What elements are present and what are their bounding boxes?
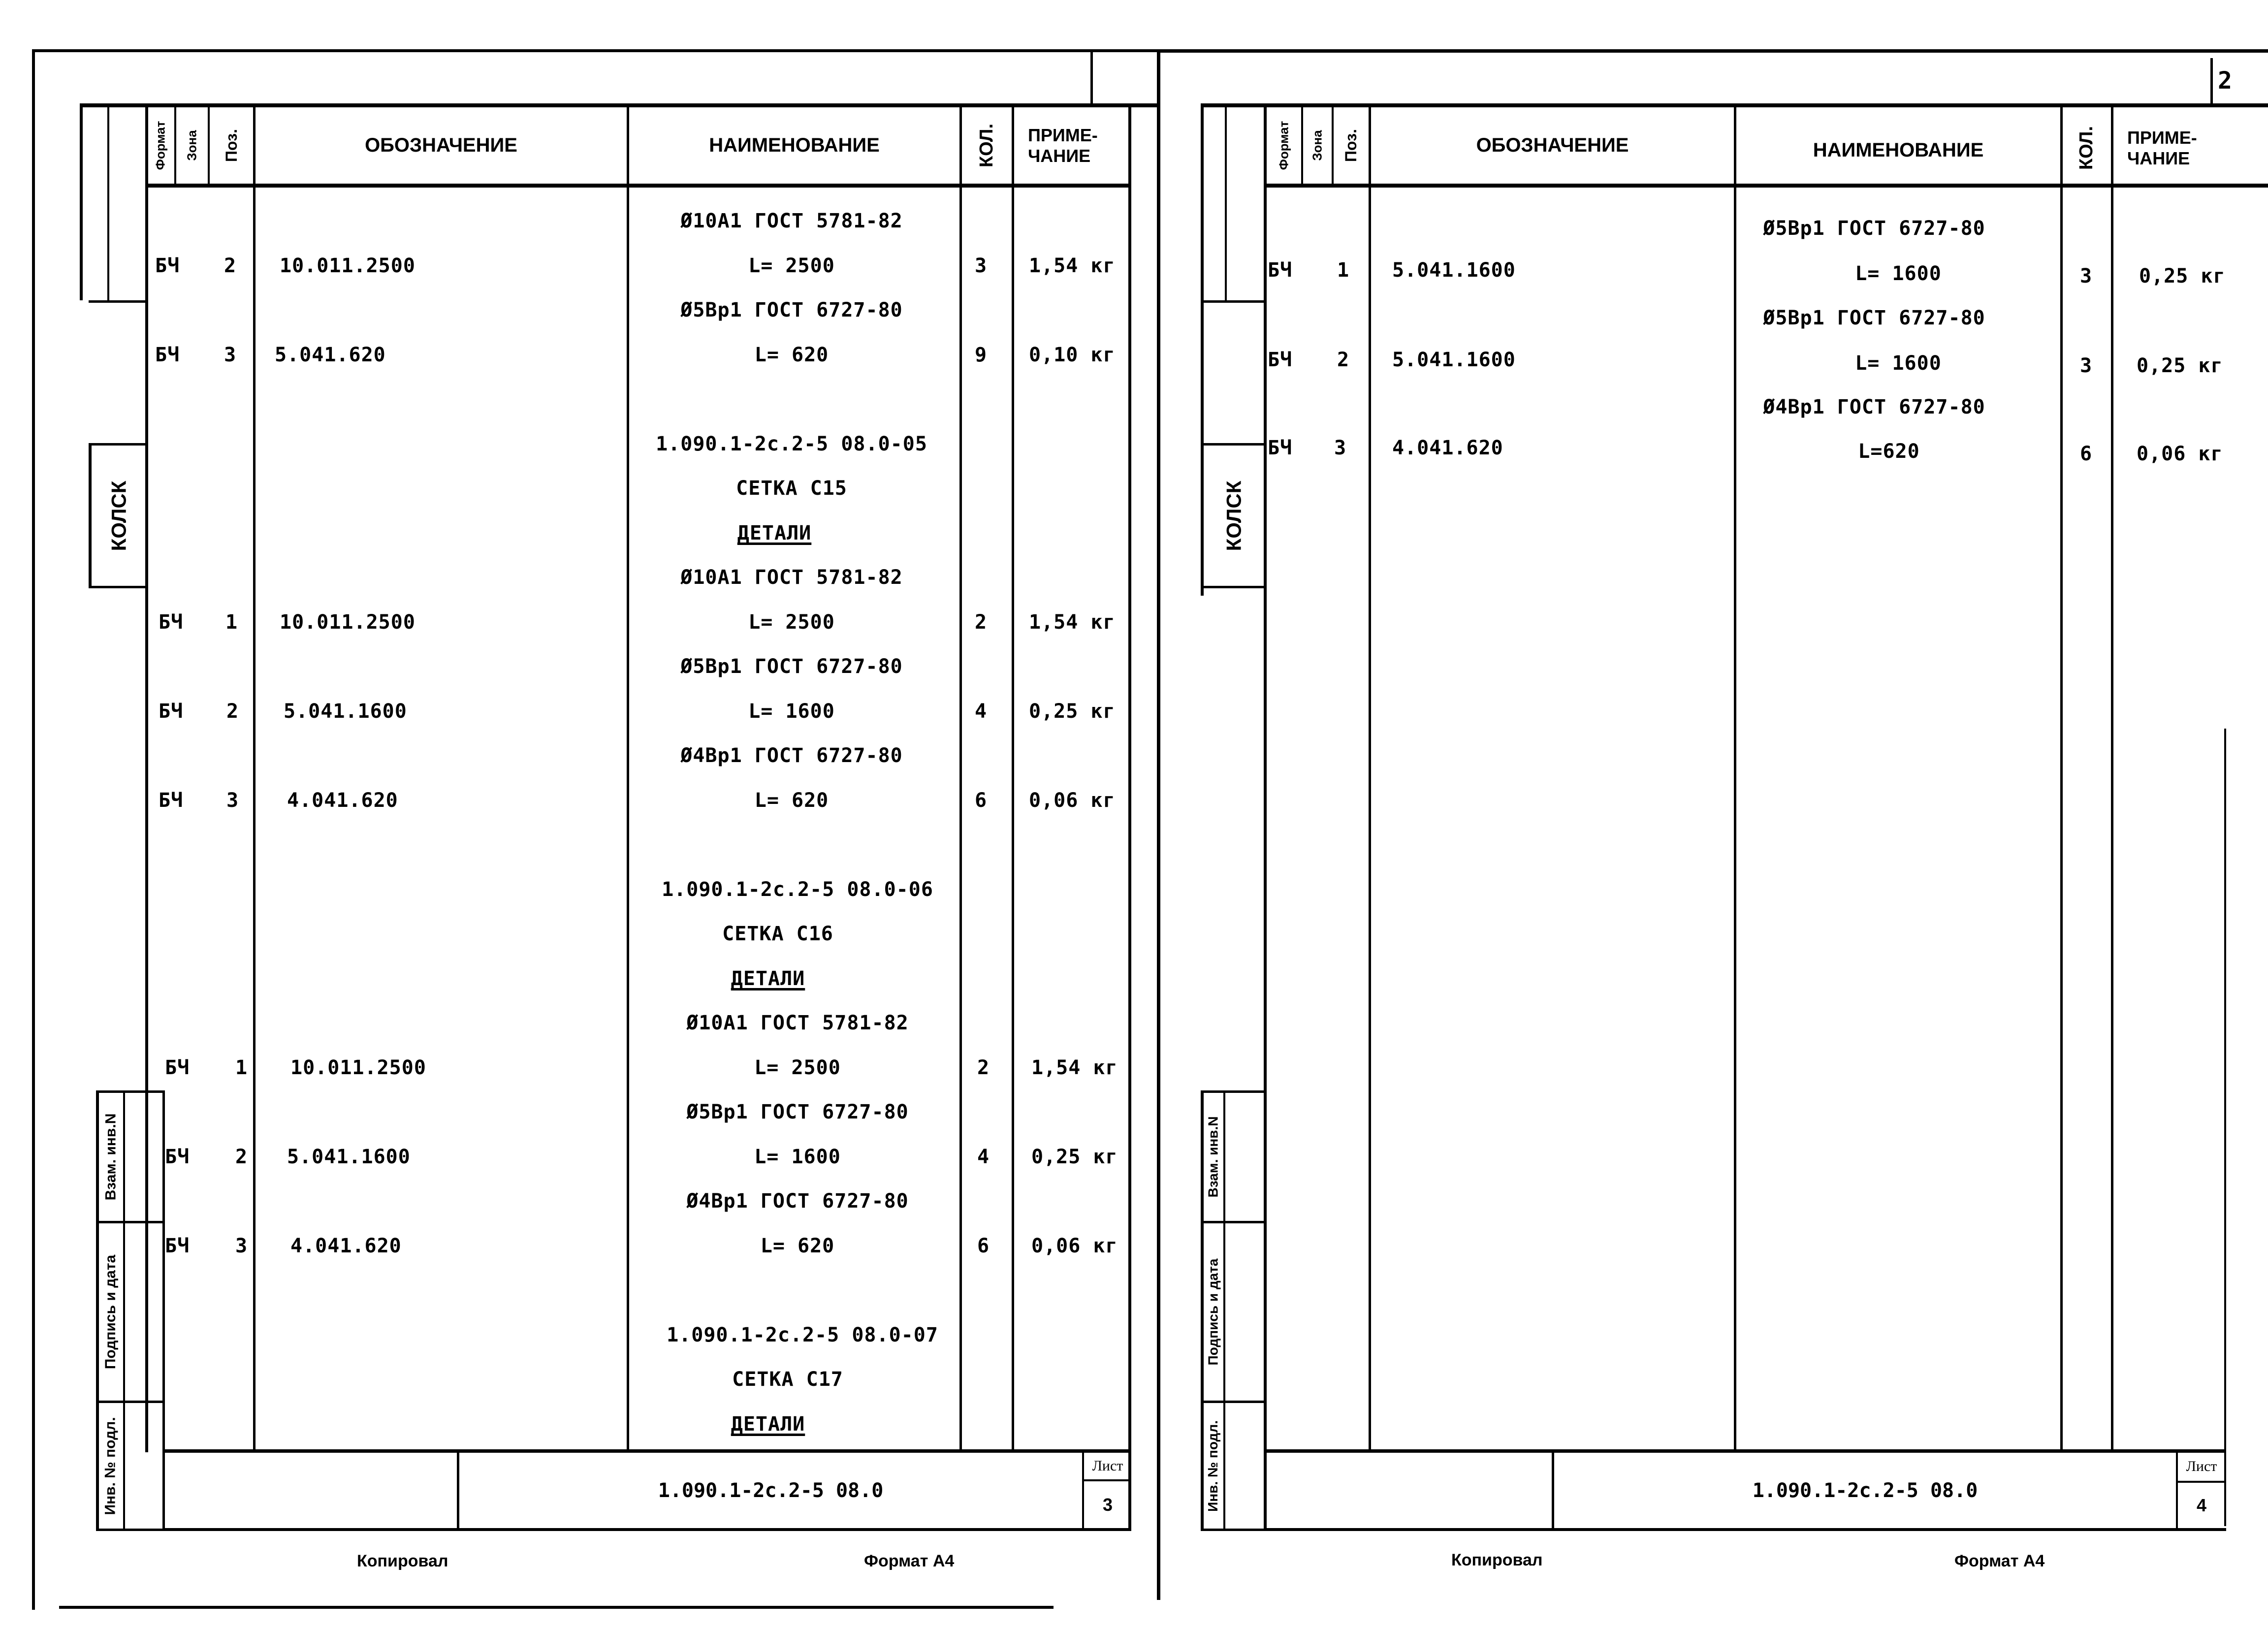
cell-note: 0,06 кг — [2137, 443, 2223, 465]
cell-qty: 3 — [2080, 265, 2093, 287]
right-header-zone: Зона — [1310, 130, 1325, 161]
right-header-qty: КОЛ. — [2076, 126, 2097, 170]
stamp-podpis-data: Подпись и дата — [102, 1254, 119, 1370]
cell-name: Ø5Вр1 ГОСТ 6727-80 — [680, 655, 903, 678]
right-frame-top — [1159, 49, 2268, 53]
cell-name: 1.090.1-2с.2-5 08.0-05 — [656, 433, 927, 455]
cell-format: БЧ — [165, 1146, 190, 1168]
right-stamp-kolsk: КОЛСК — [1222, 480, 1246, 551]
cell-note: 0,25 кг — [2139, 265, 2226, 287]
cell-name: Ø5Вр1 ГОСТ 6727-80 — [1763, 217, 1985, 240]
cell-name: 1.090.1-2с.2-5 08.0-07 — [667, 1324, 938, 1346]
cell-qty: 3 — [975, 255, 988, 277]
right-footer-format: Формат А4 — [1954, 1552, 2045, 1570]
right-col-note — [2111, 107, 2113, 1452]
cell-name: L= 2500 — [754, 1056, 841, 1079]
right-header-name: НАИМЕНОВАНИЕ — [1813, 139, 1984, 161]
right-corner-mark: 2 — [2218, 67, 2233, 95]
right-sheet-label: Лист — [2186, 1458, 2217, 1474]
cell-designation: 5.041.1600 — [1392, 349, 1516, 371]
cell-qty: 9 — [975, 344, 988, 366]
header-pos: Поз. — [222, 129, 240, 162]
header-format: Формат — [153, 121, 168, 170]
right-col-qty — [2060, 107, 2063, 1452]
cell-note: 0,06 кг — [1029, 789, 1116, 812]
cell-name: Ø10А1 ГОСТ 5781-82 — [680, 566, 903, 589]
right-header-note: ПРИМЕ- ЧАНИЕ — [2127, 127, 2197, 168]
cell-name-section-title: ДЕТАЛИ — [731, 1413, 805, 1436]
cell-designation: 5.041.620 — [275, 344, 386, 366]
cell-name: Ø5Вр1 ГОСТ 6727-80 — [680, 299, 903, 321]
cell-pos: 3 — [235, 1235, 248, 1257]
cell-note: 0,06 кг — [1031, 1235, 1118, 1257]
left-sheet-label: Лист — [1092, 1457, 1123, 1474]
right-stamp-inv-podl: Инв. № подл. — [1205, 1420, 1221, 1512]
cell-designation: 5.041.1600 — [1392, 259, 1516, 282]
cell-format: БЧ — [159, 611, 184, 634]
cell-note: 1,54 кг — [1029, 611, 1116, 634]
right-stamp-h3 — [1201, 586, 1266, 588]
cell-qty: 2 — [975, 611, 988, 634]
right-header-pos: Поз. — [1342, 129, 1360, 162]
right-footer-copied: Копировал — [1451, 1551, 1543, 1569]
cell-note: 1,54 кг — [1031, 1056, 1118, 1079]
cell-qty: 4 — [977, 1146, 990, 1168]
cell-pos: 1 — [235, 1056, 248, 1079]
cell-name: СЕТКА С17 — [732, 1368, 843, 1391]
cell-designation: 10.011.2500 — [290, 1056, 426, 1079]
cell-format: БЧ — [159, 700, 184, 723]
cell-name: L= 620 — [754, 344, 829, 366]
left-footer-copied: Копировал — [357, 1552, 448, 1570]
cell-name: Ø4Вр1 ГОСТ 6727-80 — [686, 1190, 909, 1213]
stamp-vzam-inv: Взам. инв.N — [102, 1113, 119, 1201]
cell-pos: 1 — [225, 611, 238, 634]
cell-format: БЧ — [155, 255, 180, 277]
cell-name: Ø10А1 ГОСТ 5781-82 — [686, 1012, 909, 1034]
right-col-designation — [1369, 103, 1371, 1452]
cell-name: Ø5Вр1 ГОСТ 6727-80 — [1763, 307, 1985, 329]
left-doc-code: 1.090.1-2с.2-5 08.0 — [658, 1479, 884, 1502]
header-designation: ОБОЗНАЧЕНИЕ — [365, 134, 517, 156]
cell-designation: 4.041.620 — [290, 1235, 402, 1257]
cell-designation: 5.041.1600 — [284, 700, 407, 723]
right-header-designation: ОБОЗНАЧЕНИЕ — [1476, 134, 1629, 156]
cell-format: БЧ — [1268, 259, 1293, 282]
cell-name: 1.090.1-2с.2-5 08.0-06 — [662, 878, 933, 901]
cell-format: БЧ — [155, 344, 180, 366]
left-footer-format: Формат А4 — [864, 1552, 955, 1570]
cell-pos: 3 — [226, 789, 239, 812]
cell-note: 0,25 кг — [1031, 1146, 1118, 1168]
cell-format: БЧ — [165, 1056, 190, 1079]
cell-qty: 3 — [2080, 354, 2093, 377]
right-stamp-inner — [1225, 103, 1227, 300]
cell-designation: 10.011.2500 — [280, 255, 415, 277]
cell-name: L= 1600 — [1855, 262, 1942, 285]
header-qty: КОЛ. — [976, 123, 997, 168]
cell-format: БЧ — [159, 789, 184, 812]
cell-pos: 3 — [224, 344, 237, 366]
cell-pos: 2 — [235, 1146, 248, 1168]
right-header-format: Формат — [1276, 121, 1291, 170]
cell-qty: 6 — [977, 1235, 990, 1257]
header-note: ПРИМЕ- ЧАНИЕ — [1028, 125, 1098, 166]
cell-name: L= 620 — [760, 1235, 835, 1257]
cell-name: L=620 — [1858, 440, 1920, 463]
cell-designation: 4.041.620 — [287, 789, 398, 812]
right-sheet-number: 4 — [2196, 1495, 2207, 1515]
cell-name: Ø10А1 ГОСТ 5781-82 — [680, 210, 903, 232]
cell-name: L= 1600 — [1855, 352, 1942, 375]
right-table-left — [1264, 103, 1267, 1531]
cell-name: L= 1600 — [754, 1146, 841, 1168]
cell-name: L= 2500 — [748, 255, 835, 277]
cell-designation: 10.011.2500 — [280, 611, 415, 634]
cell-qty: 6 — [975, 789, 988, 812]
cell-name-section-title: ДЕТАЛИ — [731, 967, 805, 990]
stamp-kolsk: КОЛСК — [107, 480, 130, 551]
cell-note: 0,25 кг — [1029, 700, 1116, 723]
right-stamp-podpis-data: Подпись и дата — [1205, 1258, 1221, 1366]
cell-name: Ø5Вр1 ГОСТ 6727-80 — [686, 1101, 909, 1123]
cell-pos: 2 — [1337, 349, 1350, 371]
right-col-name — [1734, 103, 1736, 1452]
cell-name: Ø4Вр1 ГОСТ 6727-80 — [1763, 396, 1985, 418]
right-doc-code: 1.090.1-2с.2-5 08.0 — [1752, 1479, 1978, 1502]
cell-name: Ø4Вр1 ГОСТ 6727-80 — [680, 744, 903, 767]
right-col-end — [2224, 729, 2226, 1526]
cell-qty: 2 — [977, 1056, 990, 1079]
cell-note: 0,25 кг — [2137, 354, 2223, 377]
cell-name: L= 620 — [754, 789, 829, 812]
cell-note: 0,10 кг — [1029, 344, 1116, 366]
cell-name: СЕТКА С15 — [736, 477, 847, 500]
cell-name: L= 2500 — [748, 611, 835, 634]
stamp-inv-podl: Инв. № подл. — [102, 1416, 119, 1515]
cell-format: БЧ — [165, 1235, 190, 1257]
cell-pos: 1 — [1337, 259, 1350, 282]
cell-pos: 3 — [1334, 437, 1347, 459]
left-sheet-number: 3 — [1102, 1494, 1113, 1515]
cell-qty: 6 — [2080, 443, 2093, 465]
cell-name: СЕТКА С16 — [722, 923, 833, 945]
right-stamp-vzam-inv: Взам. инв.N — [1205, 1116, 1221, 1198]
cell-name-section-title: ДЕТАЛИ — [737, 522, 812, 544]
cell-designation: 5.041.1600 — [287, 1146, 411, 1168]
right-lower-stamp-bottom — [1201, 1529, 1266, 1531]
cell-format: БЧ — [1268, 437, 1293, 459]
right-corner-divider — [2210, 58, 2213, 107]
cell-name: L= 1600 — [748, 700, 835, 723]
cell-pos: 2 — [224, 255, 237, 277]
cell-note: 1,54 кг — [1029, 255, 1116, 277]
cell-format: БЧ — [1268, 349, 1293, 371]
header-name: НАИМЕНОВАНИЕ — [709, 134, 880, 156]
cell-pos: 2 — [226, 700, 239, 723]
header-zone: Зона — [184, 130, 199, 161]
cell-qty: 4 — [975, 700, 988, 723]
right-lower-stamp-mid — [1223, 1090, 1225, 1531]
cell-designation: 4.041.620 — [1392, 437, 1503, 459]
right-stamp-h1 — [1201, 300, 1266, 303]
